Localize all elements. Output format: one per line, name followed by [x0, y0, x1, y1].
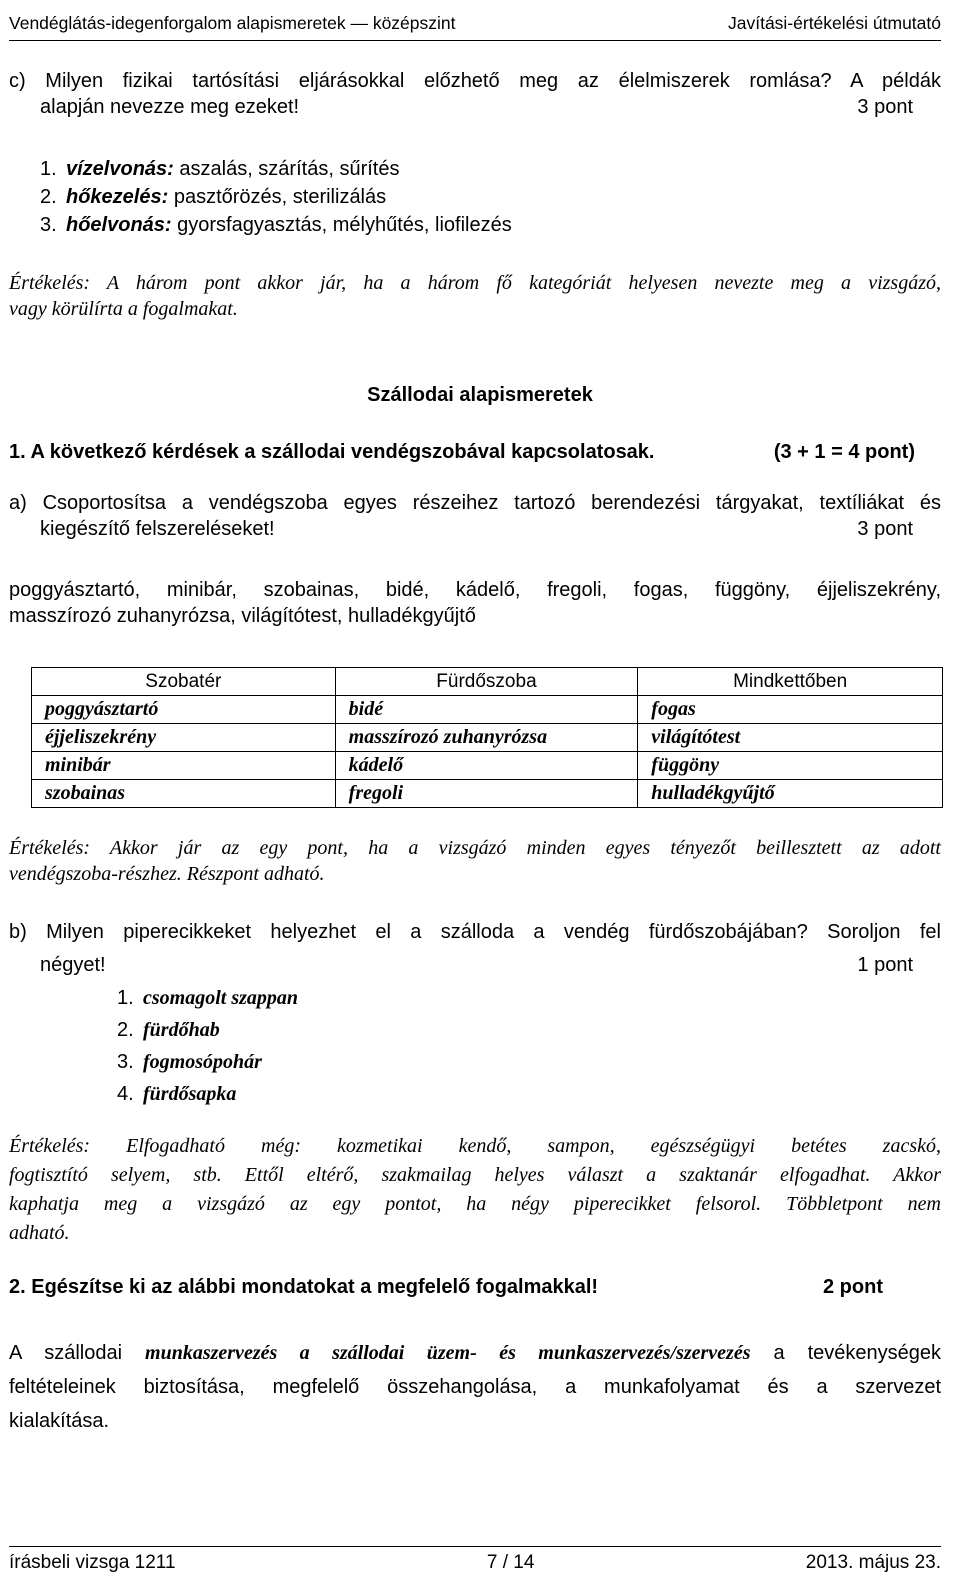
item-list-line1: poggyásztartó, minibár, szobainas, bidé, kádelő, fregoli, fogas, függöny, éjjeliszekrény, — [9, 579, 941, 601]
answer-text: fürdőhab — [143, 1019, 220, 1041]
table-cell: hulladékgyűjtő — [638, 780, 943, 808]
answer-term: hőkezelés: — [66, 186, 169, 208]
answer-number: 3. — [117, 1051, 134, 1073]
page-footer — [9, 1552, 941, 1574]
table-cell: minibár — [32, 752, 336, 780]
table-cell: éjjeliszekrény — [32, 724, 336, 752]
answer-text: fürdősapka — [143, 1083, 237, 1105]
answer-number: 1. — [117, 987, 134, 1009]
question-c-answers — [40, 156, 840, 240]
answer-item — [117, 1017, 617, 1049]
table-cell: függöny — [638, 752, 943, 780]
answer-text: fogmosópohár — [143, 1051, 262, 1073]
answer-text: csomagolt szappan — [143, 987, 299, 1009]
answer-number: 1. — [40, 158, 57, 180]
eval-line: kaphatja meg a vizsgázó az egy pontot, ha négy piperecikket felsorol. Többletpont nem — [9, 1193, 941, 1215]
header-left: Vendéglátás-idegenforgalom alapismeretek — középszint — [9, 12, 456, 33]
page-header — [9, 6, 941, 41]
table-cell: fogas — [638, 696, 943, 724]
question-c — [9, 68, 941, 120]
question-1a-line2: kiegészítő felszereléseket! — [40, 518, 275, 540]
answer-item — [40, 156, 840, 184]
eval-line: Értékelés: Akkor jár az egy pont, ha a vizsgázó minden egyes tényezőt beillesztett az adott — [9, 837, 941, 859]
question-2-title-text: 2. Egészítse ki az alábbi mondatokat a megfelelő fogalmakkal! — [9, 1276, 599, 1298]
table-cell: világítótest — [638, 724, 943, 752]
answer-term: hőelvonás: — [66, 214, 172, 236]
question-c-line1: c) Milyen fizikai tartósítási eljárásokkal előzhető meg az élelmiszerek romlása? A példák — [9, 70, 941, 92]
question-1a-points: 3 pont — [857, 518, 913, 540]
question-1b-evaluation — [9, 1132, 941, 1248]
sentence-answer: munkaszervezés a szállodai üzem- és munkaszervezés/szervezés — [145, 1342, 751, 1364]
table-cell: fregoli — [335, 780, 638, 808]
table-row — [32, 752, 943, 780]
question-1b-line2: négyet! — [40, 954, 106, 976]
question-1b-line1: b) Milyen piperecikkeket helyezhet el a szálloda a vendég fürdőszobájában? Soroljon fel — [9, 921, 941, 943]
table-cell: szobainas — [32, 780, 336, 808]
answer-term: vízelvonás: — [66, 158, 174, 180]
section-title: Szállodai alapismeretek — [367, 384, 593, 406]
sentence-line3: kialakítása. — [9, 1410, 110, 1432]
footer-left: írásbeli vizsga 1211 — [9, 1552, 176, 1573]
table-cell: bidé — [335, 696, 638, 724]
answer-item — [117, 1081, 617, 1113]
footer-date: 2013. május 23. — [805, 1552, 941, 1573]
sentence-line2: feltételeinek biztosítása, megfelelő összehangolása, a munkafolyamat és a szervezet — [9, 1376, 941, 1398]
question-c-evaluation — [9, 270, 941, 322]
table-row — [32, 780, 943, 808]
sentence-pre: A szállodai — [9, 1342, 146, 1364]
page-number: 7 / 14 — [486, 1552, 535, 1573]
column-header: Fürdőszoba — [335, 668, 638, 696]
item-list-line2: masszírozó zuhanyrózsa, világítótest, hulladékgyűjtő — [9, 605, 476, 627]
question-1a-line1: a) Csoportosítsa a vendégszoba egyes részeihez tartozó berendezési tárgyakat, textíliákat és — [9, 492, 941, 514]
answer-rest: gyorsfagyasztás, mélyhűtés, liofilezés — [171, 214, 512, 236]
column-header: Szobatér — [32, 668, 336, 696]
question-2-answer — [9, 1336, 941, 1438]
eval-line: Értékelés: A három pont akkor jár, ha a három fő kategóriát helyesen nevezte meg a vizsgázó, — [9, 272, 941, 294]
answer-number: 4. — [117, 1083, 134, 1105]
question-c-line2: alapján nevezze meg ezeket! — [40, 96, 300, 118]
answer-rest: aszalás, szárítás, sűrítés — [173, 158, 400, 180]
question-1b-points: 1 pont — [857, 954, 913, 976]
answer-item — [117, 1049, 617, 1081]
question-2-points: 2 pont — [823, 1276, 883, 1298]
grouping-table — [31, 667, 943, 808]
table-cell: kádelő — [335, 752, 638, 780]
column-header: Mindkettőben — [638, 668, 943, 696]
table-header-row — [32, 668, 943, 696]
eval-line: vendégszoba-részhez. Részpont adható. — [9, 863, 325, 885]
eval-line: fogtisztító selyem, stb. Ettől eltérő, szakmailag helyes választ a szaktanár elfogadhat. Akkor — [9, 1164, 941, 1186]
question-1-points: (3 + 1 = 4 pont) — [773, 441, 915, 463]
question-1b-answers — [117, 985, 617, 1113]
table-row — [32, 724, 943, 752]
question-1b — [9, 919, 941, 978]
question-1a — [9, 490, 941, 542]
eval-line: adható. — [9, 1222, 70, 1244]
header-right: Javítási-értékelési útmutató — [727, 12, 941, 33]
question-1-title-text: 1. A következő kérdések a szállodai vendégszobával kapcsolatosak. — [9, 441, 655, 463]
answer-item — [40, 184, 840, 212]
question-1a-evaluation — [9, 835, 941, 887]
table-cell: masszírozó zuhanyrózsa — [335, 724, 638, 752]
answer-number: 2. — [117, 1019, 134, 1041]
answer-number: 2. — [40, 186, 57, 208]
eval-line: Értékelés: Elfogadható még: kozmetikai kendő, sampon, egészségügyi betétes zacskó, — [9, 1135, 941, 1157]
answer-item — [40, 212, 840, 240]
item-list — [9, 577, 941, 629]
question-c-points: 3 pont — [857, 96, 913, 118]
table-cell: poggyásztartó — [32, 696, 336, 724]
answer-item — [117, 985, 617, 1017]
footer-divider — [9, 1546, 941, 1547]
eval-line: vagy körülírta a fogalmakat. — [9, 298, 238, 320]
answer-number: 3. — [40, 214, 57, 236]
question-1-title — [9, 439, 915, 465]
answer-rest: pasztőrözés, sterilizálás — [168, 186, 387, 208]
sentence-post: a tevékenységek — [750, 1342, 942, 1364]
table-row — [32, 696, 943, 724]
question-2-title — [9, 1274, 883, 1300]
